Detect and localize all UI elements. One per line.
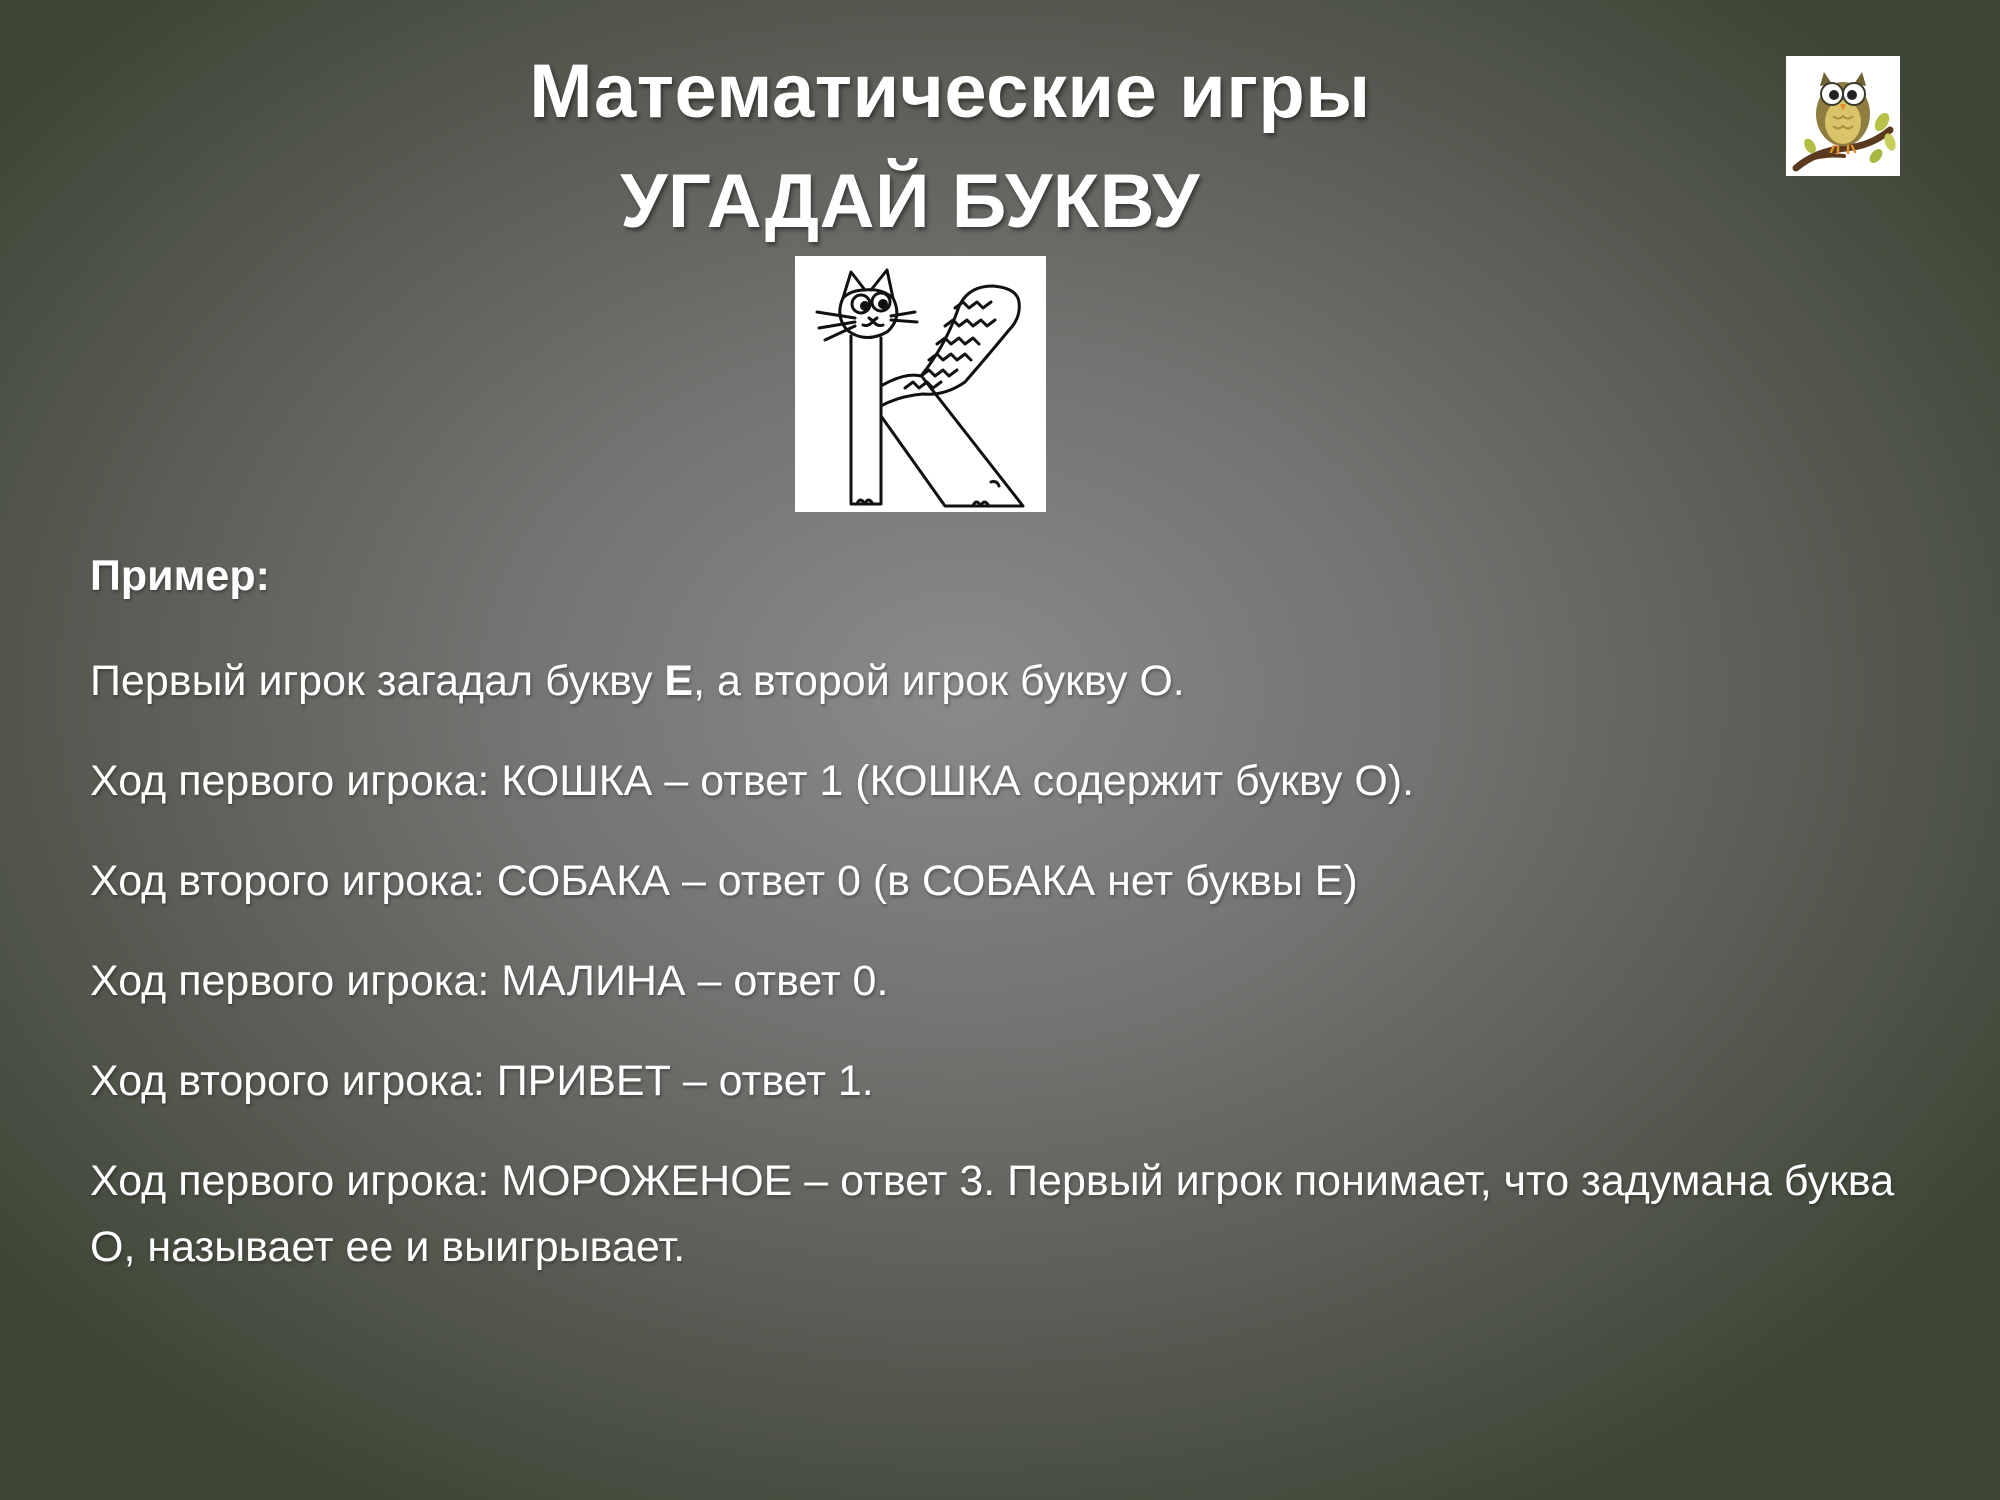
intro-bold-letter: Е (664, 657, 694, 705)
intro-text-after: , а второй игрок букву О. (693, 657, 1185, 705)
example-line: Ход второго игрока: ПРИВЕТ – ответ 1. (90, 1057, 874, 1105)
slide-subtitle: УГАДАЙ БУКВУ (620, 159, 1200, 244)
cat-letter-k-icon (795, 256, 1046, 512)
intro-text-before: Первый игрок загадал букву (90, 657, 665, 705)
example-line-intro (90, 648, 1910, 714)
example-line: Ход первого игрока: МАЛИНА – ответ 0. (90, 957, 889, 1005)
example-line: Ход второго игрока: СОБАКА – ответ 0 (в СОБАКА нет буквы Е) (90, 857, 1358, 905)
example-line: Ход первого игрока: КОШКА – ответ 1 (КОШКА содержит букву О). (90, 757, 1415, 805)
example-line: Ход первого игрока: МОРОЖЕНОЕ – ответ 3. Первый игрок понимает, что задумана буква О, называет ее и выигрывает. (90, 1157, 1895, 1271)
owl-icon (1786, 56, 1900, 176)
slide-title: Математические игры (529, 49, 1371, 134)
example-heading: Пример: (90, 552, 270, 600)
example-content (90, 548, 1910, 1314)
